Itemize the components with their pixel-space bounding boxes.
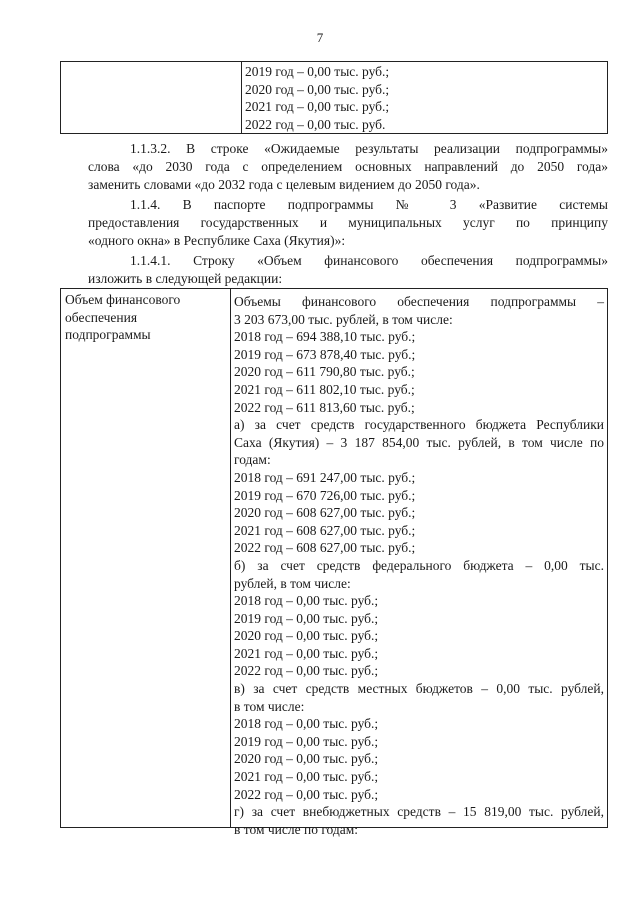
table-line: Саха (Якутия) – 3 187 854,00 тыс. рублей, в том числе по	[234, 434, 604, 450]
table-row: 2020 год – 0,00 тыс. руб.;	[245, 81, 390, 97]
paragraph-1-line-3: заменить словами «до 2032 года с целевым видением до 2050 года».	[88, 177, 480, 192]
finance-values-cell	[234, 293, 604, 838]
table-line: в том числе:	[234, 698, 305, 714]
row-header-line: Объем финансового	[65, 292, 181, 307]
table-row: 2019 год – 0,00 тыс. руб.;	[245, 64, 390, 79]
table-line: 2020 год – 608 627,00 тыс. руб.;	[234, 505, 416, 521]
table-line: 3 203 673,00 тыс. рублей, в том числе:	[234, 311, 453, 327]
finance-table	[60, 288, 608, 837]
row-header-cell	[65, 291, 225, 344]
table-line: 2021 год – 0,00 тыс. руб.;	[234, 645, 379, 661]
table-line: 2019 год – 670 726,00 тыс. руб.;	[234, 487, 416, 503]
table-line: 2022 год – 0,00 тыс. руб.;	[234, 663, 379, 679]
table-line: в том числе по годам:	[234, 821, 359, 837]
table-line: г) за счет внебюджетных средств – 15 819,00 тыс. рублей,	[234, 804, 604, 820]
paragraph-3-line-1: 1.1.4.1. Строку «Объем финансового обеспечения подпрограммы»	[130, 253, 608, 268]
table-line: 2021 год – 0,00 тыс. руб.;	[234, 769, 379, 785]
table-line: 2018 год – 691 247,00 тыс. руб.;	[234, 469, 416, 485]
table-line: 2019 год – 0,00 тыс. руб.;	[234, 733, 379, 749]
row-header-line: обеспечения	[65, 309, 138, 325]
table-line: годам:	[234, 452, 271, 468]
table-line: Объемы финансового обеспечения подпрограммы –	[234, 294, 604, 309]
table-line: в) за счет средств местных бюджетов – 0,00 тыс. рублей,	[234, 681, 604, 697]
paragraph-3-line-2: изложить в следующей редакции:	[88, 271, 283, 286]
continued-finance-table	[60, 61, 608, 134]
table-line: 2018 год – 0,00 тыс. руб.;	[234, 716, 379, 732]
paragraph-2-line-3: «одного окна» в Республике Саха (Якутия)»:	[88, 233, 346, 248]
table-line: 2020 год – 611 790,80 тыс. руб.;	[234, 364, 415, 380]
table-line: 2018 год – 694 388,10 тыс. руб.;	[234, 329, 416, 345]
table-line: 2021 год – 608 627,00 тыс. руб.;	[234, 522, 416, 538]
page-number: 7	[316, 30, 324, 45]
table-cell-values	[245, 63, 389, 133]
table-line: 2018 год – 0,00 тыс. руб.;	[234, 593, 379, 609]
table-line: 2019 год – 673 878,40 тыс. руб.;	[234, 346, 416, 362]
paragraph-1-line-1: 1.1.3.2. В строке «Ожидаемые результаты реализации подпрограммы»	[130, 141, 608, 156]
table-line: 2020 год – 0,00 тыс. руб.;	[234, 751, 379, 767]
paragraph-2-line-1: 1.1.4. В паспорте подпрограммы № 3 «Развитие системы	[130, 197, 608, 212]
table-line: 2021 год – 611 802,10 тыс. руб.;	[234, 381, 415, 397]
paragraph-1-line-2: слова «до 2030 года с определением основных направлений до 2050 года»	[88, 159, 608, 174]
table-row: 2021 год – 0,00 тыс. руб.;	[245, 99, 390, 115]
table-line: а) за счет средств государственного бюджета Республики	[234, 417, 604, 433]
table-line: 2022 год – 611 813,60 тыс. руб.;	[234, 399, 415, 415]
table-line: рублей, в том числе:	[234, 575, 351, 591]
table-line: 2022 год – 608 627,00 тыс. руб.;	[234, 540, 416, 556]
table-line: 2019 год – 0,00 тыс. руб.;	[234, 610, 379, 626]
table-column-divider	[230, 289, 231, 827]
table-line: 2022 год – 0,00 тыс. руб.;	[234, 786, 379, 802]
table-line: 2020 год – 0,00 тыс. руб.;	[234, 628, 379, 644]
row-header-line: подпрограммы	[65, 327, 151, 343]
paragraph-2-line-2: предоставления государственных и муниципальных услуг по принципу	[88, 215, 608, 230]
table-column-divider	[241, 62, 242, 133]
table-line: б) за счет средств федерального бюджета – 0,00 тыс.	[234, 557, 604, 573]
table-row: 2022 год – 0,00 тыс. руб.	[245, 116, 386, 132]
